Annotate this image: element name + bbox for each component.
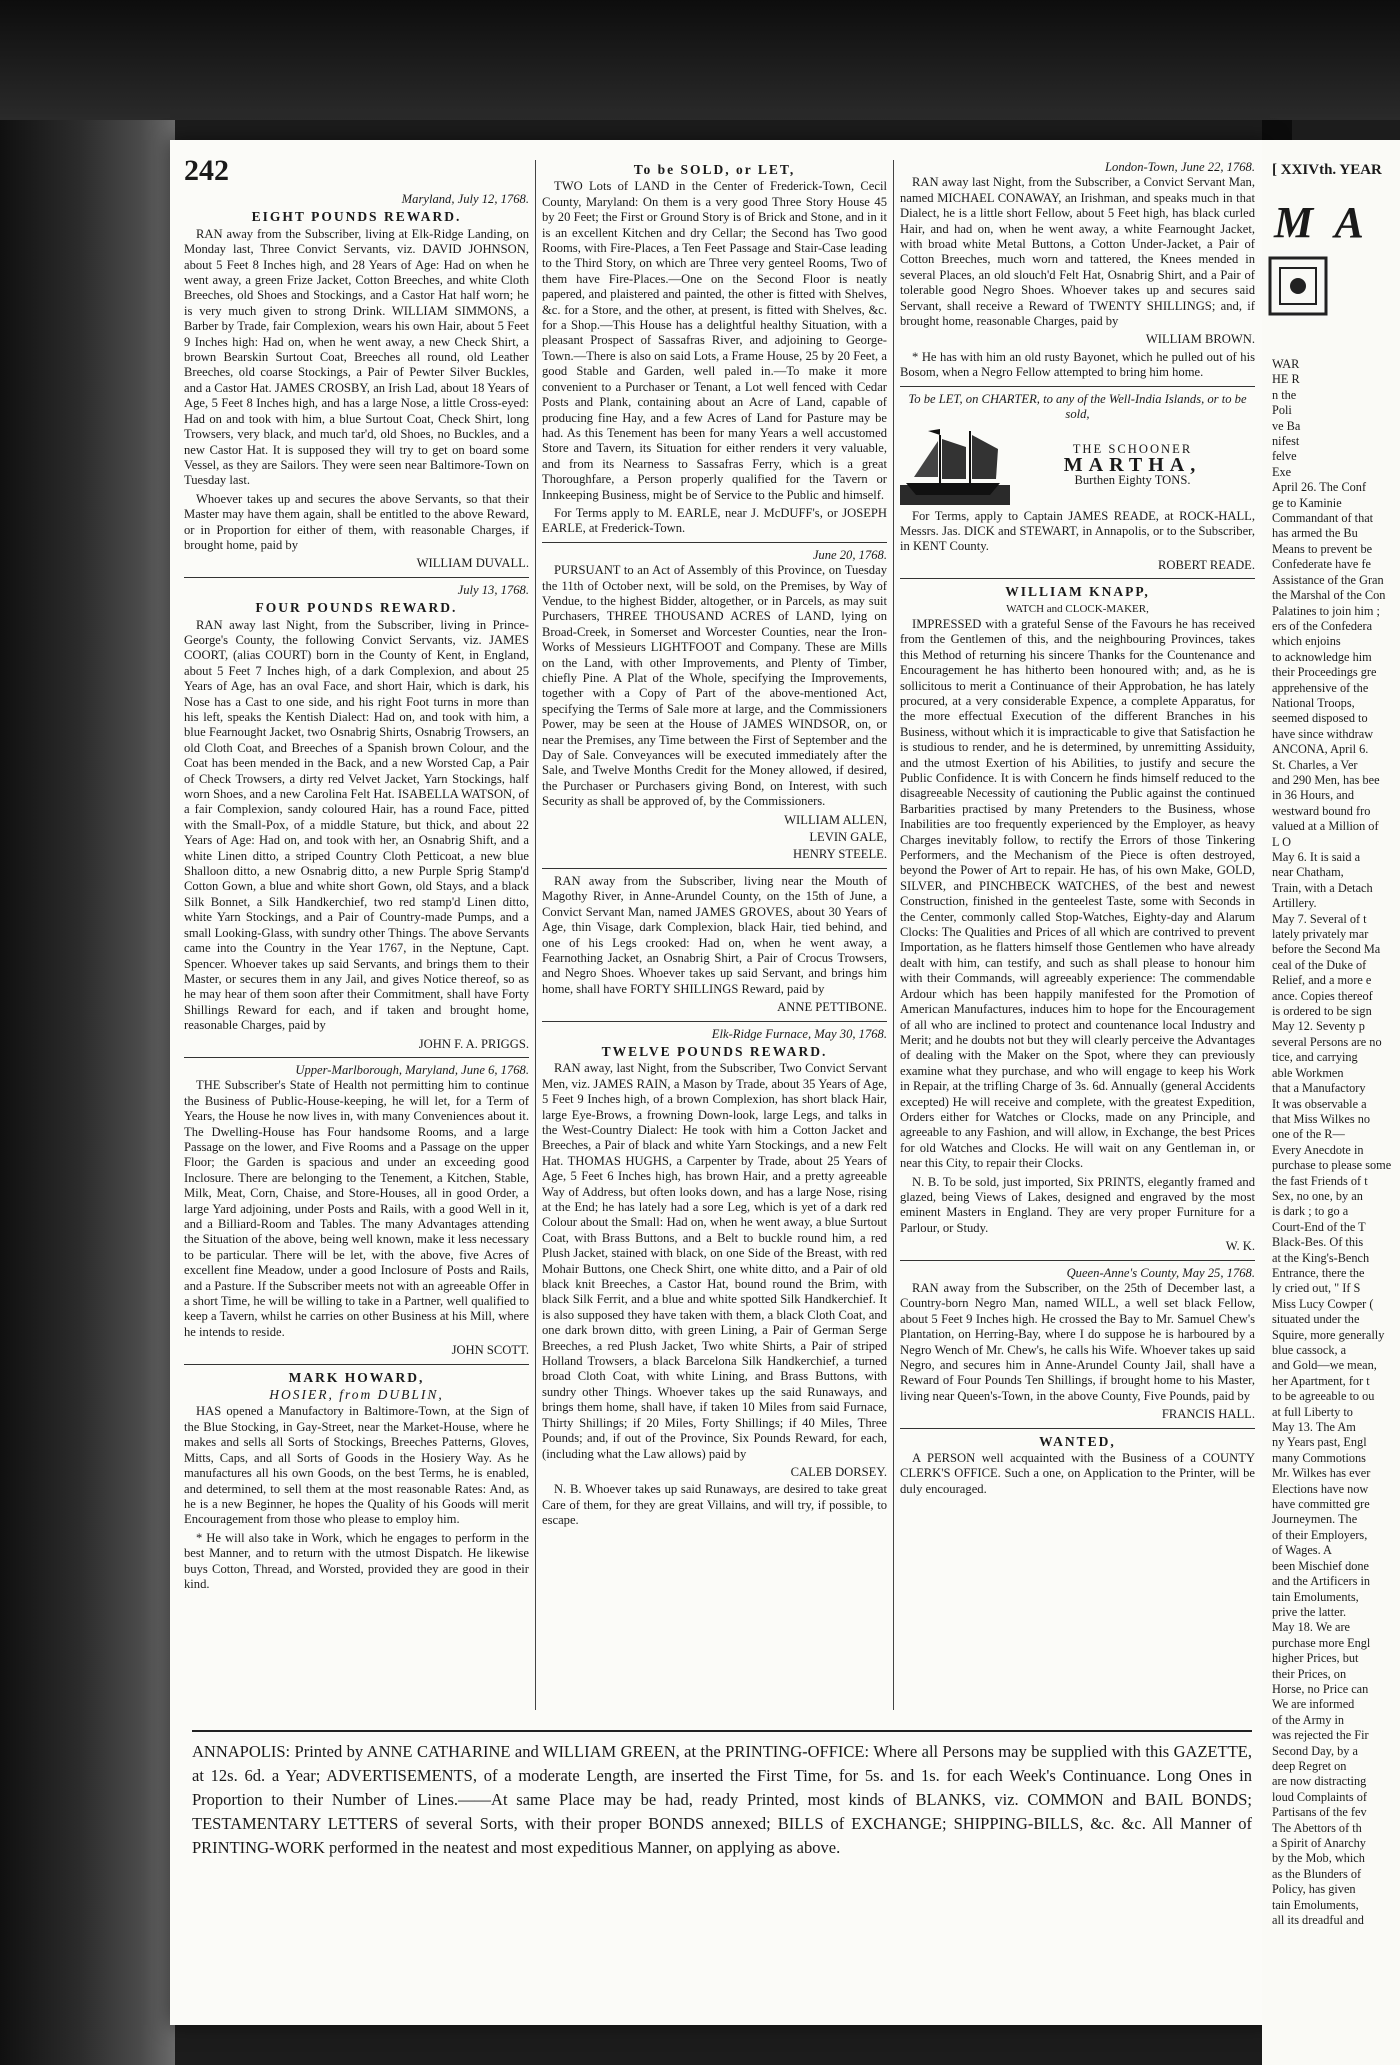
facing-page-line: May 18. We are [1272, 1620, 1351, 1635]
facing-page-line: seemed disposed to [1272, 711, 1368, 726]
facing-page-line: prive the latter. [1272, 1604, 1347, 1619]
facing-page-line: westward bound fro [1272, 803, 1371, 818]
facing-page-header: [ XXIVth. YEAR [1272, 162, 1382, 178]
facing-page-line: ANCONA, April 6. [1272, 742, 1369, 757]
ad-title: FOUR POUNDS REWARD. [255, 600, 458, 616]
divider [900, 386, 1255, 387]
facing-page-line: Horse, no Price can [1272, 1681, 1369, 1696]
facing-page-line: purchase more Engl [1272, 1635, 1371, 1650]
facing-page-line: It was observable a [1272, 1096, 1367, 1111]
facing-page-line: situated under the [1272, 1312, 1360, 1327]
facing-page-line: their Prices, on [1272, 1666, 1347, 1681]
facing-page-line: and Gold—we mean, [1272, 1358, 1377, 1373]
ad-body: RAN away from the Subscriber, living near the Mouth of Magothy River, in Anne-Arundel County, on the 15th of June, a Convict Servant Man, named JAMES GROVES, about 30 Years of Age, thin Visage, dark Complexion, black Hair, tied behind, and one of his Legs crooked: Had on, when he went away, a Fearnothing Jacket, an Osnabrig Shirt, a Pair of Crocus Trowsers, and Negro Shoes. Whoever takes up said Servant, and brings him home, shall have FORTY SHILLINGS Reward, paid by [542, 873, 887, 996]
facing-page-line: Entrance, there the [1272, 1265, 1365, 1280]
ad-note: N. B. Whoever takes up said Runaways, are desired to take great Care of them, for they are great Villains, and will try, if possible, to escape. [542, 1482, 887, 1528]
facing-page-line: her Apartment, for t [1272, 1373, 1370, 1388]
ad-body: PURSUANT to an Act of Assembly of this Province, on Tuesday the 11th of October next, will be sold, on the Premises, by Way of Vendue, to the highest Bidder, altogether, or in Parcels, as may suit Purchasers, THREE THOUSAND ACRES of LAND, lying on Broad-Creek, in Somerset and Worcester Counties, near the Iron-Works of Messieurs LIGHTFOOT and Company. These are Mills on the Land, with other Improvements, and Plenty of Timber, chiefly Pine. A Plat of the Whole, specifying the Improvements, together with a Copy of Part of the above-mentioned Act, specifying the Terms of Sale more at large, and the Commissioners Power, may be seen at the House of JAMES WINDSOR, on, or near the Premises, any Time between the First of September and the Day of Sale. Conveyances will be executed immediately after the Sale, and Twelve Months Credit for the Money allowed, if desired, the Purchaser or Purchasers giving Bond, on Interest, with such Security as shall be approved of, by the Commissioners. [542, 563, 887, 809]
ad-title: MARK HOWARD, [288, 1369, 425, 1385]
facing-page-line: that Miss Wilkes no [1272, 1111, 1370, 1126]
facing-page-line: before the Second Ma [1272, 942, 1381, 957]
facing-page-line: of Wages. A [1272, 1543, 1332, 1558]
facing-page-line: L O [1272, 834, 1292, 849]
facing-page-line: able Workmen [1272, 1065, 1344, 1080]
ad-body: THE Subscriber's State of Health not permitting him to continue the Business of Public-House-keeping, he will let, for a Term of Years, the House he now lives in, with many Conveniences about it. The Dwelling-House has Four handsome Rooms, and a large Passage on the lower, and Five Rooms and a Passage on the upper Floor; the Garden is spacious and under an exceeding good Inclosure. There are belonging to the Tenement, a Kitchen, Stable, Milk, Meat, Corn, Chaise, and Store-Houses, all in good Order, a large Yard adjoining, under Posts and Rails, with a good Well in it, and a Billiard-Room and Tables. The many Advantages attending the Situation of the above, being well known, make it less necessary to be particular. There will be let, with the above, five Acres of excellent fine Meadow, under a good Inclosure of Posts and Rails, and a Pasture. If the Subscriber meets not with an agreeable Offer in a short Time, he will be willing to take in a Partner, well qualified to keep a Tavern, whilst he carries on other Business at his Mill, where he intends to reside. [184, 1078, 529, 1339]
dark-background-top [0, 0, 1400, 120]
facing-page-line: higher Prices, but [1272, 1651, 1359, 1666]
facing-page-line: at full Liberty to [1272, 1404, 1353, 1419]
ad-title: EIGHT POUNDS REWARD. [251, 209, 462, 225]
ad-title: WANTED, [1039, 1433, 1116, 1449]
facing-page-line: their Proceedings gre [1272, 665, 1377, 680]
facing-page-line: ge to Kaminie [1272, 495, 1342, 510]
facing-page-line: at the King's-Bench [1272, 1250, 1370, 1265]
facing-page-line: The Abettors of th [1272, 1820, 1362, 1835]
facing-page-line: Sex, no one, by an [1272, 1188, 1363, 1203]
facing-page-line: April 26. The Conf [1272, 480, 1367, 495]
divider [542, 868, 887, 869]
facing-page-line: Journeymen. The [1272, 1512, 1358, 1527]
divider [900, 578, 1255, 579]
facing-page-line: of the Army in [1272, 1712, 1345, 1727]
facing-page-line: one of the R— [1272, 1127, 1345, 1142]
facing-page-line: the Marshal of the Con [1272, 588, 1386, 603]
schooner-burthen: Burthen Eighty TONS. [1074, 473, 1191, 488]
facing-page-line: in 36 Hours, and [1272, 788, 1354, 803]
facing-page-line: lately privately mar [1272, 927, 1369, 942]
ad-title: To be SOLD, or LET, [633, 162, 796, 177]
facing-page-line: a Spirit of Anarchy [1272, 1836, 1366, 1850]
dateline: Queen-Anne's County, May 25, 1768. [1066, 1265, 1255, 1280]
charter-lead: To be LET, on CHARTER, to any of the Well-India Islands, or to be sold, [908, 391, 1247, 422]
facing-page-line: Mr. Wilkes has ever [1272, 1466, 1371, 1481]
divider [542, 542, 887, 543]
facing-page-line: have since withdraw [1272, 726, 1374, 741]
ad-body: A PERSON well acquainted with the Business of a COUNTY CLERK'S OFFICE. Such a one, on Application to the Printer, will be duly encouraged. [900, 1451, 1255, 1496]
dateline: London-Town, June 22, 1768. [1105, 160, 1255, 174]
divider [184, 1057, 529, 1058]
ad-title: WILLIAM KNAPP, [1005, 584, 1150, 600]
facing-page-line: May 6. It is said a [1272, 850, 1361, 864]
facing-page-line: valued at a Million of [1272, 819, 1379, 834]
facing-page-line: Partisans of the fev [1272, 1805, 1367, 1820]
ad-body: TWO Lots of LAND in the Center of Frederick-Town, Cecil County, Maryland: On them is a very good Three Story House 45 by 20 Feet; the First or Ground Story is of Brick and Stone, and in it is an excellent Kitchen and dry Cellar; the Second has Two good Rooms, with Fire-Places, a Ten Feet Passage and Stair-Case leading to the Third Story, on which are Three very genteel Rooms, Two of them have Fire-Places.—One on the Second Floor is neatly papered, and plaistered and painted, the other is fitted with Shelves, &c. for a Store, and the other, at present, is fitted with Shelves, &c. for a Shop.—This House has a delightful healthy Situation, with a pleasant Prospect of Sassafras River, and adjoining to George-Town.—There is also on said Lots, a Frame House, 25 by 20 Feet, a good Stable and Garden, well paled in.—To make it more convenient to a Purchaser or Tenant, a Lot well fenced with Cedar Posts and Plank, containing about an Acre of Land, capable of producing fine Hay, and a few Acres of Land for Pasture may be had. As this Tenement has been for many Years a well accustomed Store and Tavern, its Situation for either renders it very valuable, and from its Nearness to Sassafras Ferry, which is a great Thoroughfare, a Person properly qualified for the Tavern or Innkeeping Business, might be of Service to the Public and himself. [542, 179, 887, 502]
facing-page-line: loud Complaints of [1272, 1789, 1367, 1804]
facing-page-line: Elections have now [1272, 1481, 1369, 1496]
divider [184, 1364, 529, 1365]
facing-page-line: Poli [1272, 403, 1292, 418]
facing-page-line: to acknowledge him [1272, 649, 1372, 664]
facing-page-line: several Persons are no [1272, 1034, 1382, 1049]
ad-signature: WILLIAM DUVALL. [416, 556, 529, 571]
facing-page-line: the fast Friends of t [1272, 1173, 1368, 1188]
facing-page-line: Squire, more generally [1272, 1327, 1385, 1342]
schooner-label: THE SCHOONER [1072, 442, 1193, 457]
facing-page-text [1272, 357, 1400, 1928]
facing-page-line: Confederate have fe [1272, 557, 1371, 572]
facing-page-line: many Commotions [1272, 1450, 1366, 1465]
facing-page-line: are now distracting [1272, 1774, 1367, 1789]
ad-signature: LEVIN GALE, [809, 830, 887, 845]
ad-signature: ROBERT READE. [1158, 557, 1255, 572]
column-rule [535, 160, 536, 1710]
facing-page-line: Second Day, by a [1272, 1743, 1358, 1758]
facing-page-line: Artillery. [1272, 896, 1317, 911]
facing-page-line: We are informed [1272, 1697, 1355, 1712]
facing-page-line: ny Years past, Engl [1272, 1435, 1367, 1450]
ad-signature: CALEB DORSEY. [790, 1464, 887, 1479]
ad-note: N. B. To be sold, just imported, Six PRINTS, elegantly framed and glazed, being Views of Lakes, designed and engraved by the most eminent Masters in England. They are very proper Furniture for a Parlour, or Study. [900, 1174, 1255, 1235]
facing-page-line: HE R [1272, 372, 1300, 387]
schooner-ship-icon [900, 427, 1010, 505]
facing-page-line: ers of the Confedera [1272, 618, 1373, 633]
facing-page-line: tain Emoluments, [1272, 1589, 1359, 1604]
facing-page-line: all its dreadful and [1272, 1913, 1364, 1928]
ad-signature: WILLIAM ALLEN, [784, 812, 887, 827]
ad-body: IMPRESSED with a grateful Sense of the Favours he has received from the Gentlemen of this, and the neighbouring Provinces, takes this Method of returning his sincere Thanks for the Countenance and Encouragement he has hitherto been honoured with; and, as he is sollicitous to merit a Continuance of their Approbation, he has lately procured, at a very considerable Expence, a complete Apparatus, for the more effectual Execution of the different Branches in his Business, without which it is impracticable to give that Satisfaction he is studious to render, and he is determined, by unremitting Assiduity, and the utmost Exertion of his Abilities, to justify and secure the Public Confidence. It is with Concern he finds himself reduced to the disagreeable Necessity of cautioning the Public against the continued Barbarities practised by many Pretenders to the Business, whose Inabilities are too frequently experienced by the Employer, as heavy Charges inevitably follow, to rectify the Errors of those Tinkering Performers, and the Mechanism of the Piece is often destroyed, beyond the Power of Art to repair. He has, of his own Make, GOLD, SILVER, and PINCHBECK WATCHES, of the best and newest Construction, finished in the genteelest Taste, some with Seconds in the Center, commonly called Stop-Watches, Eighty-day and Alarum Clocks: The Qualities and Prices of all which are contrived to prevent Importation, as he flatters himself those Gentlemen who have already dealt with him, can testify, and such as shall please to honour him with their Commands, will agreeably experience: The commendable Ardour which has been happily manifested for the Promotion of American Manufactures, induces him to hope for the Encouragement of all who are inclined to protect and countenance local Industry and Merit; and he doubts not but they will clearly perceive the Advantages of dealing with the Maker on the Spot, where they can previously examine what they purchase, and who will engage to keep his Work in Repair, at the trifling Charge of 3s. 6d. Annually (general Accidents excepted) He will receive and complete, with the greatest Expedition, Orders either for Watches or Clocks, made on any Principle, and agreeable to any Fashion, and will allow, in Exchange, the best Prices for old Watches and Clocks. He will wait on any Gentleman in, or near this City, to repair their Clocks. [900, 616, 1255, 1171]
facing-page-line: which enjoins [1272, 634, 1341, 649]
ad-closing: Whoever takes up and secures the above Servants, so that their Master may have them again, shall be entitled to the above Reward, or in Proportion for either of them, with reasonable Charges, if brought home, paid by [184, 491, 529, 552]
facing-page-line: blue cassock, a [1272, 1343, 1347, 1357]
facing-page-line: deep Regret on [1272, 1758, 1347, 1773]
facing-page-line: ceal of the Duke of [1272, 957, 1367, 972]
ad-note: * He will also take in Work, which he engages to perform in the best Manner, and to return with the utmost Dispatch. He likewise buys Cotton, Thread, and Worsted, provided they are good in their kind. [184, 1530, 529, 1591]
facing-page-line: National Troops, [1272, 695, 1355, 710]
divider [900, 1260, 1255, 1261]
ad-note: * He has with him an old rusty Bayonet, which he pulled out of his Bosom, when a Negro Fellow attempted to bring him home. [900, 349, 1255, 380]
facing-page-line: May 13. The Am [1272, 1420, 1356, 1435]
facing-page-line: is ordered to be sign [1272, 1004, 1372, 1019]
ad-signature: HENRY STEELE. [793, 847, 887, 862]
ad-title: TWELVE POUNDS REWARD. [601, 1043, 828, 1059]
ad-body: RAN away last Night, from the Subscriber, a Convict Servant Man, named MICHAEL CONAWAY, an Irishman, and speaks much in that Dialect, he is a little short Fellow, about 5 Feet high, has black curled Hair, and had on, when he went away, a white Fearnought Jacket, with broad white Metal Buttons, a Cotton Under-Jacket, a Pair of Cotton Breeches, much worn and tattered, the Knees mended in several Places, an old slouch'd Felt Hat, Osnabrig Shirt, and a Pair of tolerable good Negro Shoes. Whoever takes up and secures said Servant, shall receive a Reward of TWENTY SHILLINGS; and, if brought home, reasonable Charges, paid by [900, 175, 1255, 329]
ornament-icon [1268, 256, 1328, 316]
facing-page-line: Miss Lucy Cowper ( [1272, 1296, 1374, 1311]
column-rule [893, 160, 894, 1710]
facing-page-line: and the Artificers in [1272, 1574, 1371, 1589]
facing-page-line: May 7. Several of t [1272, 911, 1367, 926]
facing-page [1262, 140, 1400, 2065]
ad-terms: For Terms apply to M. EARLE, near J. McDUFF's, or JOSEPH EARLE, at Frederick-Town. [542, 505, 887, 536]
facing-page-line: St. Charles, a Ver [1272, 757, 1358, 772]
facing-page-line: Court-End of the T [1272, 1219, 1366, 1234]
ad-body: RAN away from the Subscriber, on the 25th of December last, a Country-born Negro Man, named WILL, a well set black Fellow, about 5 Feet 9 Inches high. He crossed the Bay to Mr. Samuel Chew's Plantation, on Herring-Bay, where I do suppose he is harboured by a Negro Wench of Mr. Chew's, he calls his Wife. Whoever takes up said Negro, and secures him in Anne-Arundel County Jail, shall have a Reward of Four Pounds Ten Shillings, if brought home to his Master, living near Queen's-Town, in the above County, Five Pounds, paid by [900, 1281, 1255, 1403]
facing-page-title: M A [1274, 198, 1370, 247]
ad-signature: JOHN F. A. PRIGGS. [418, 1036, 529, 1051]
facing-page-line: nifest [1272, 434, 1300, 449]
page-number: 242 [184, 154, 229, 187]
facing-page-line: apprehensive of the [1272, 680, 1369, 695]
facing-page-line: near Chatham, [1272, 865, 1344, 880]
facing-page-line: to be agreeable to ou [1272, 1389, 1375, 1404]
ad-body: HAS opened a Manufactory in Baltimore-Town, at the Sign of the Blue Stocking, in Gay-Street, near the Market-House, where he makes and sells all Sorts of Stockings, Breeches Patterns, Gloves, Mitts, Caps, and all Sorts of Goods in the Hosiery Way. As he manufactures all his own Goods, on the best Terms, he is enabled, and determined, to sell them at the most reasonable Rates: And, as he is a new Beginner, he hopes the Quality of his Goods will merit Encouragement from those who please to employ him. [184, 1404, 529, 1527]
facing-page-line: Commandant of that [1272, 511, 1374, 526]
ad-signature: WILLIAM BROWN. [1145, 332, 1255, 347]
facing-page-line: as the Blunders of [1272, 1866, 1362, 1881]
facing-page-line: Exe [1272, 464, 1292, 479]
facing-page-line: Black-Bes. Of this [1272, 1235, 1364, 1250]
ad-body: RAN away last Night, from the Subscriber, living in Prince-George's County, the following Convict Servants, viz. JAMES COORT, (alias COURT) born in the County of Kent, in England, about 5 Feet 7 Inches high, of a dark Complexion, and about 25 Years of Age, has an oval Face, and short Hair, which is dark, his Nose has a Cast to one side, and his right Foot turns in more than his left, speaks the Kentish Dialect: Had on, and took with him, a blue Fearnought Jacket, two Osnabrig Shirts, Osnabrig Trowsers, an old Cloth Coat, and Breeches of a Spanish brown Colour, and the Coat has been mended in the Back, and a new Worsted Cap, a Pair of Check Trowsers, a dirty red Velvet Jacket, Yarn Stockings, half worn Shoes, and a new Carolina Felt Hat. ISABELLA WATSON, of a fair Complexion, sandy coloured Hair, has a round Face, pitted with the Small-Pox, of a middle Stature, but thick, and about 22 Years of Age: Had on, and took with her, an Osnabrig Shift, and a white Linen ditto, a striped Country Cloth Petticoat, a new blue Shalloon ditto, a new Osnabrig ditto, a new Purple Sprig Stamp'd Cotton Gown, a blue and white short Gown, old Stays, and a black Silk Bonnet, a Silk Handkerchief, two red stamp'd Linen ditto, white Yarn Stockings, and a Pair of Country-made Pumps, and a small Looking-Glass, with sundry other Things. The above Servants came into the Country in the Year 1767, in the Neptune, Capt. Spencer. Whoever takes up said Servants, and brings them to their Master, or secures them in any Jail, and gives Notice thereof, so as he may hear of them soon after their Commitment, shall have Forty Shillings Reward for each, and if taken and brought home, reasonable Charges, paid by [184, 617, 529, 1033]
schooner-name: MARTHA, [1063, 453, 1202, 476]
divider [900, 1428, 1255, 1429]
facing-page-line: felve [1272, 449, 1297, 464]
facing-page-line: ly cried out, " If S [1272, 1281, 1361, 1296]
facing-page-line: Assistance of the Gran [1272, 572, 1384, 587]
facing-page-line: ve Ba [1272, 418, 1301, 433]
colophon: ANNAPOLIS: Printed by ANNE CATHARINE and WILLIAM GREEN, at the PRINTING-OFFICE: Where all Persons may be supplied with this GAZETTE, at 12s. 6d. a Year; ADVERTISEMENTS, of a moderate Length, are inserted the First Time, for 5s. and 1s. for each Week's Continuance. Long Ones in Proportion to their Number of Lines.——At same Place may be had, ready Printed, most kinds of BLANKS, viz. COMMON and BAIL BONDS; TESTAMENTARY LETTERS of several Sorts, with their proper BONDS annexed; BILLS of EXCHANGE; SHIPPING-BILLS, &c. &c. All Manner of PRINTING-WORK performed in the neatest and most expeditious Manner, on applying as above. [192, 1730, 1252, 1860]
facing-page-line: Policy, has given [1272, 1882, 1356, 1897]
facing-page-line: n the [1272, 387, 1297, 402]
ad-signature: ANNE PETTIBONE. [777, 1000, 887, 1015]
facing-page-line: tain Emoluments, [1272, 1897, 1359, 1912]
column-1 [184, 192, 529, 1747]
ad-signature: JOHN SCOTT. [451, 1343, 529, 1358]
facing-page-line: by the Mob, which [1272, 1851, 1365, 1866]
dateline: July 13, 1768. [457, 582, 529, 597]
dateline: Upper-Marlborough, Maryland, June 6, 1768. [295, 1062, 529, 1077]
facing-page-line: tice, and carrying [1272, 1050, 1358, 1065]
facing-page-line: May 12. Seventy p [1272, 1019, 1365, 1034]
dateline: Maryland, July 12, 1768. [401, 192, 529, 206]
column-3 [900, 160, 1255, 1715]
ad-initials: W. K. [1225, 1239, 1255, 1254]
facing-page-line: Relief, and a more e [1272, 973, 1372, 988]
facing-page-line: purchase to please some [1272, 1158, 1392, 1173]
facing-page-line: is dark ; to go a [1272, 1204, 1349, 1219]
divider [542, 1021, 887, 1022]
facing-page-line: Train, with a Detach [1272, 880, 1373, 895]
dateline: June 20, 1768. [812, 547, 887, 562]
facing-page-line: was rejected the Fir [1272, 1728, 1369, 1743]
facing-page-line: that a Manufactory [1272, 1081, 1366, 1096]
book-binding [0, 120, 175, 2065]
column-2 [542, 160, 887, 1715]
facing-page-line: ance. Copies thereof [1272, 988, 1373, 1003]
ad-body: For Terms, apply to Captain JAMES READE, at ROCK-HALL, Messrs. Jas. DICK and STEWART, in Annapolis, or to the Subscriber, in KENT County. [900, 508, 1255, 554]
facing-page-line: been Mischief done [1272, 1558, 1369, 1573]
divider [184, 577, 529, 578]
ad-signature: FRANCIS HALL. [1161, 1407, 1255, 1422]
dateline: Elk-Ridge Furnace, May 30, 1768. [711, 1026, 887, 1041]
newspaper-page [170, 140, 1270, 2025]
ad-body: RAN away from the Subscriber, living at Elk-Ridge Landing, on Monday last, Three Convict Servants, viz. DAVID JOHNSON, about 5 Feet 8 Inches high, and 28 Years of Age: Had on when he went away, a green Frize Jacket, Cotton Breeches, and white Cloth Breeches, old Shoes and Stockings, and a Castor Hat half worn; he is very much given to strong Drink. WILLIAM SIMMONS, a Barber by Trade, fair Complexion, wears his own Hair, about 5 Feet 9 Inches high: Had on, when he went away, a new Check Shirt, a brown Bearskin Surtout Coat, Breeches all round, old Leather Breeches, old coarse Stockings, a Pair of Pewter Silver Buckles, and a Castor Hat. JAMES CROSBY, an Irish Lad, about 18 Years of Age, 5 Feet 8 Inches high, and has a large Nose, a little Cross-eyed: Had on and took with him, a blue Surtout Coat, Check Shirt, long Trowsers, very black, and much tar'd, old Shoes, no Buckles, and a new Castor Hat. It is supposed they will try to get on board some Vessel, as they are Sailors. They were seen near Baltimore-Town on Tuesday last. [184, 226, 529, 488]
ad-subtitle: WATCH and CLOCK-MAKER, [1006, 602, 1149, 615]
facing-page-line: and 290 Men, has bee [1272, 772, 1380, 787]
facing-page-line: have committed gre [1272, 1497, 1370, 1512]
ad-subtitle: HOSIER, from DUBLIN, [269, 1387, 444, 1403]
facing-page-line: Means to prevent be [1272, 541, 1373, 556]
facing-page-line: has armed the Bu [1272, 526, 1358, 541]
ad-body: RAN away, last Night, from the Subscriber, Two Convict Servant Men, viz. JAMES RAIN, a Mason by Trade, about 35 Years of Age, 5 Feet 9 Inches high, of a brown Complexion, has short black Hair, large Eye-Brows, a frowning Down-look, large Legs, and talks in the West-Country Dialect: He took with him a Cotton Jacket and Breeches, a Pair of black and white Yarn Stockings, and a new Felt Hat. THOMAS HUGHS, a Carpenter by Trade, about 25 Years of Age, 5 Feet 6 Inches high, has brown Hair, and a pretty agreeable Way of Address, but often looks down, and has a large Nose, rising at the End; he has lately had a sore Leg, which is yet of a dark red Colour about the Small: Had on, when he went away, a blue Surtout Coat, with Brass Buttons, and a Belt to buckle round him, a red Plush Jacket, stained with black, on one Side of the Breast, with red Mohair Buttons, one Check Shirt, one white ditto, and a Pair of old black knit Breeches, a Castor Hat, bound round the Brim, with black Silk Ferrit, and a blue and white spotted Silk Handkerchief. It is also supposed they have taken with them, a black Cloth Coat, and one dark brown ditto, with green Lining, a Pair of German Serge Breeches, a red Plush Jacket, Two white Shirts, a Pair of striped Holland Trowsers, a black Barcelona Silk Handkerchief, a turned broad Cloth Coat, with white Lining, and Brass Buttons, with sundry other Things. Whoever takes up the said Runaways, and brings them home, shall have, if taken 10 Miles from said Furnace, Thirty Shillings; if 20 Miles, Forty Shillings; if 40 Miles, Three Pounds; and, if out of the Province, Six Pounds Reward, for each, (including what the Law allows) paid by [542, 1061, 887, 1461]
facing-page-line: WAR [1272, 357, 1300, 371]
facing-page-line: of their Employers, [1272, 1527, 1368, 1542]
facing-page-line: Every Anecdote in [1272, 1142, 1364, 1157]
facing-page-line: Palatines to join him ; [1272, 603, 1380, 618]
